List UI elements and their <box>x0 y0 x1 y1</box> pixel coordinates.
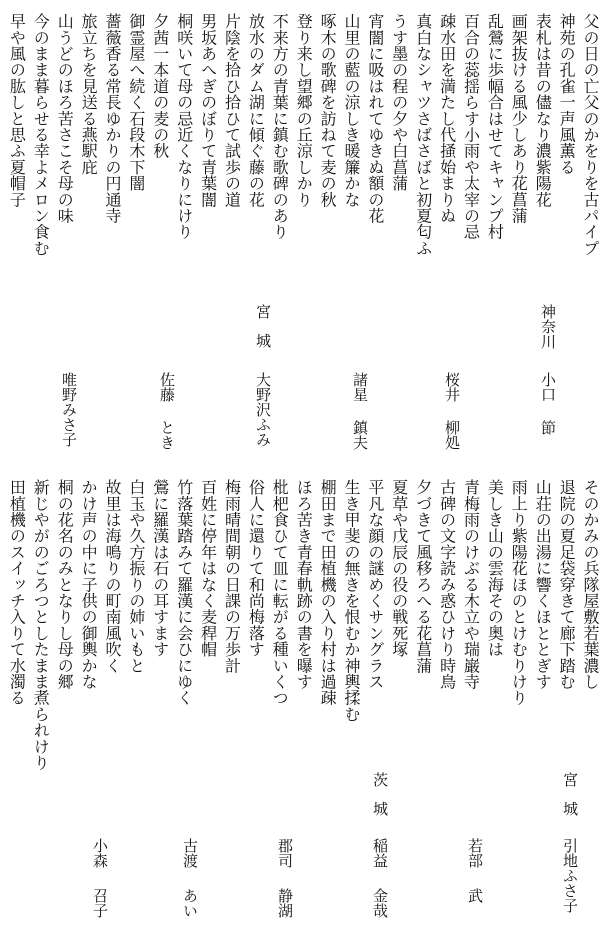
haiku-line: 夕づきて風移ろへる花菖蒲 <box>413 479 433 674</box>
author-surname: 郡司 <box>276 838 294 868</box>
author-given-name: 節 <box>539 420 557 435</box>
author-surname: 小森 <box>91 838 109 868</box>
haiku-line: 夏草や戊辰の役の戦死塚 <box>389 479 409 658</box>
author-given-name: 静湖 <box>276 888 294 918</box>
haiku-line: 鶯に羅漢は石の耳すます <box>150 479 170 658</box>
haiku-line: 山うどのほろ苦さこそ母の味 <box>55 13 75 224</box>
haiku-line: 登り来し望郷の丘涼しかり <box>294 13 314 208</box>
haiku-line: 父の日の亡父のかをりを古パイプ <box>581 13 600 256</box>
author-surname: 桜井 <box>443 372 461 402</box>
haiku-line: 退院の夏足袋穿きて廊下踏む <box>557 479 577 690</box>
haiku-line: 新じやがのごろつとしたまま煮られけり <box>31 479 51 771</box>
haiku-line: 乱鶯に歩幅合はせてキャンプ村 <box>485 13 505 240</box>
author-surname: 若部 <box>466 838 484 868</box>
author-given-name: 金哉 <box>371 888 389 918</box>
haiku-line: 竹落葉踏みて羅漢に会ひにゆく <box>174 479 194 706</box>
haiku-line: 生き甲斐の無きを恨むか神輿揉む <box>342 479 361 722</box>
haiku-line: 百姓に停年はなく麦稈帽 <box>198 479 218 658</box>
haiku-line: 疎水田を満たし代掻始まりぬ <box>437 13 457 224</box>
haiku-line: 真白なシャツさばさばと初夏匂ふ <box>413 13 433 256</box>
author-given-name: 柳処 <box>443 420 461 450</box>
author-surname: 小口 <box>539 372 557 402</box>
haiku-line: 御霊屋へ続く石段木下闇 <box>126 13 146 192</box>
haiku-line: 青梅雨のけぶる木立や瑞巌寺 <box>461 479 481 690</box>
haiku-line: 俗人に還りて和尚梅落す <box>246 479 266 658</box>
haiku-line: 薔薇香る常長ゆかりの円通寺 <box>103 13 122 224</box>
author-surname: 引地ふさ子 <box>561 838 579 913</box>
author-surname: 古渡 <box>181 838 199 868</box>
haiku-line: 夕茜一本道の麦の秋 <box>150 13 170 159</box>
haiku-line: 白玉や久方振りの姉いもと <box>126 479 146 674</box>
author-given-name: とき <box>158 420 176 450</box>
haiku-line: 片陰を拾ひ拾ひて試歩の道 <box>222 13 242 208</box>
haiku-line: かけ声の中に子供の御輿かな <box>79 479 99 690</box>
author-given-name: 召子 <box>91 888 109 918</box>
haiku-line: 不来方の青葉に鎮む歌碑のあり <box>270 13 290 240</box>
haiku-line: 啄木の歌碑を訪ねて麦の秋 <box>318 13 338 208</box>
haiku-line: 梅雨晴間朝の日課の万歩計 <box>222 479 242 674</box>
author-surname: 佐藤 <box>158 372 176 402</box>
haiku-line: 旅立ちを見送る燕駅庇 <box>79 13 99 175</box>
author-surname: 唯野みさ子 <box>60 372 78 447</box>
haiku-line: 桐の花名のみとなりし母の郷 <box>55 479 75 690</box>
haiku-line: 美しき山の雲海その奥は <box>485 479 505 658</box>
author-prefecture: 神奈川 <box>539 304 557 349</box>
author-prefecture: 宮城 <box>254 304 272 362</box>
haiku-line: 雨上り紫陽花ほのとけむりけり <box>509 479 529 706</box>
haiku-line: 百合の蕊揺らす小雨や太宰の忌 <box>461 13 481 240</box>
author-given-name: 鎮夫 <box>351 420 369 450</box>
haiku-line: 田植機のスイッチ入りて水濁る <box>7 479 27 706</box>
haiku-line: 山荘の出湯に響くほととぎす <box>533 479 553 690</box>
haiku-line: 男坂あへぎのぼりて青葉闇 <box>198 13 218 208</box>
haiku-line: 早や風の肱しと思ふ夏帽子 <box>7 13 27 208</box>
haiku-line: 今のまま暮らせる幸よメロン食む <box>31 13 51 256</box>
author-surname: 諸星 <box>351 372 369 402</box>
haiku-line: うす墨の程の夕や白菖蒲 <box>389 13 409 192</box>
author-given-name: 武 <box>466 888 484 903</box>
haiku-line: 古碑の文字読み惑ひけり時鳥 <box>437 479 457 690</box>
haiku-line: 桐咲いて母の忌近くなりにけり <box>174 13 194 240</box>
haiku-line: 棚田まで田植機の入り村は過疎 <box>318 479 338 706</box>
haiku-line: 神苑の孔雀一声風薫る <box>557 13 577 175</box>
haiku-line: 山里の藍の涼しき暖簾かな <box>342 13 361 208</box>
haiku-line: 枇杷食ひて皿に転がる種いくつ <box>270 479 290 706</box>
haiku-line: 故里は海鳴りの町南風吹く <box>103 479 122 674</box>
haiku-line: 表札は昔の儘なり濃紫陽花 <box>533 13 553 208</box>
haiku-line: 画架抜ける風少しあり花菖蒲 <box>509 13 529 224</box>
author-surname: 稲益 <box>371 838 389 868</box>
haiku-line: 宵闇に吸はれてゆきぬ額の花 <box>365 13 385 224</box>
haiku-line: 平凡な顔の謎めくサングラス <box>365 479 385 690</box>
haiku-line: 放水のダム湖に傾ぐ藤の花 <box>246 13 266 208</box>
author-surname: 大野沢ふみ <box>254 372 272 447</box>
author-given-name: あい <box>181 888 199 918</box>
haiku-line: そのかみの兵隊屋敷若葉濃し <box>581 479 600 690</box>
haiku-line: ほろ苦き青春軌跡の書を曝す <box>294 479 314 690</box>
author-prefecture: 宮城 <box>561 772 579 830</box>
author-prefecture: 茨城 <box>371 772 389 830</box>
